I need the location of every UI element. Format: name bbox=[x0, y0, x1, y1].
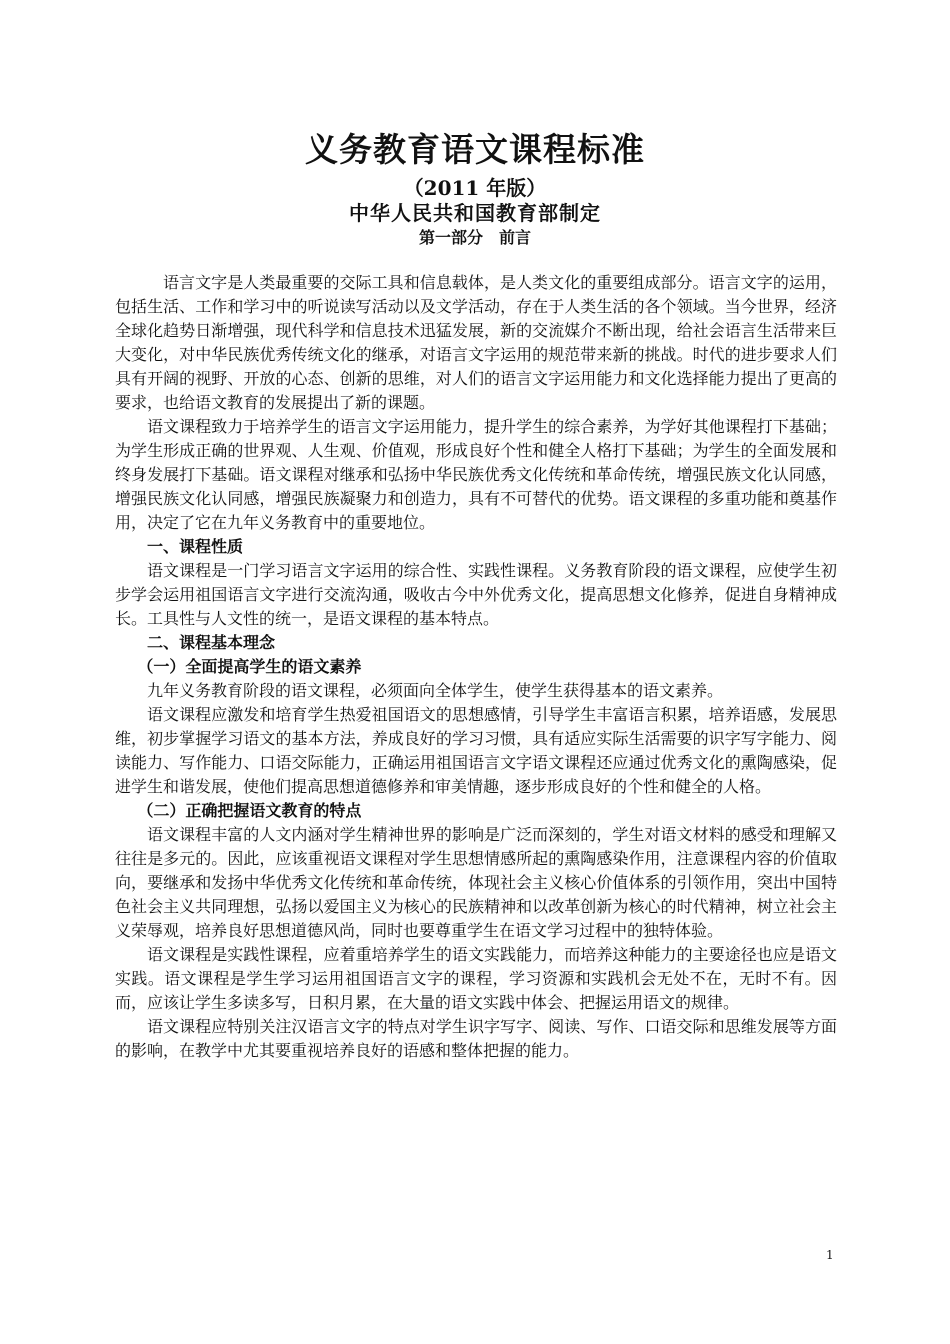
paragraph-nature: 语文课程是一门学习语言文字运用的综合性、实践性课程。义务教育阶段的语文课程，应使学生初步学会运用祖国语言文字进行交流沟通，吸收古今中外优秀文化，提高思想文化修养，促进自身精神成长。工具性与人文性的统一，是语文课程的基本特点。 bbox=[115, 561, 837, 628]
issuer-line: 中华人民共和国教育部制定 bbox=[349, 201, 601, 225]
subsection-heading-characteristics: （二）正确把握语文教育的特点 bbox=[137, 801, 362, 820]
page-number: 1 bbox=[826, 1248, 834, 1262]
paragraph-characteristics-1: 语文课程丰富的人文内涵对学生精神世界的影响是广泛而深刻的，学生对语文材料的感受和理解又往往是多元的。因此，应该重视语文课程对学生思想情感所起的熏陶感染作用，注意课程内容的价值取向，要继承和发扬中华优秀文化传统和革命传统，体现社会主义核心价值体系的引领作用，突出中国特色社会主义共同理想，弘扬以爱国主义为核心的民族精神和以改革创新为核心的时代精神，树立社会主义荣辱观，培养良好思想道德风尚，同时也要尊重学生在语文学习过程中的独特体验。 bbox=[115, 825, 837, 940]
section-heading-principles: 二、课程基本理念 bbox=[147, 633, 276, 652]
subsection-heading-literacy: （一）全面提高学生的语文素养 bbox=[137, 657, 362, 676]
paragraph-literacy-2: 语文课程应激发和培育学生热爱祖国语文的思想感情，引导学生丰富语言积累，培养语感，发展思维，初步掌握学习语文的基本方法，养成良好的学习习惯，具有适应实际生活需要的识字写字能力、阅读能力、写作能力、口语交际能力，正确运用祖国语言文字语文课程还应通过优秀文化的熏陶感染，促进学生和谐发展，使他们提高思想道德修养和审美情趣，逐步形成良好的个性和健全的人格。 bbox=[115, 705, 837, 796]
paragraph-intro-2: 语文课程致力于培养学生的语言文字运用能力，提升学生的综合素养，为学好其他课程打下基础；为学生形成正确的世界观、人生观、价值观，形成良好个性和健全人格打下基础；为学生的全面发展和终身发展打下基础。语文课程对继承和弘扬中华民族优秀文化传统和革命传统，增强民族文化认同感，增强民族文化认同感，增强民族凝聚力和创造力，具有不可替代的优势。语文课程的多重功能和奠基作用，决定了它在九年义务教育中的重要地位。 bbox=[115, 417, 837, 532]
paragraph-characteristics-2: 语文课程是实践性课程，应着重培养学生的语文实践能力，而培养这种能力的主要途径也应是语文实践。语文课程是学生学习运用祖国语言文字的课程，学习资源和实践机会无处不在，无时不有。因而，应该让学生多读多写，日积月累，在大量的语文实践中体会、把握运用语文的规律。 bbox=[115, 945, 837, 1012]
edition-label: （2011 年版） bbox=[403, 176, 547, 200]
part-heading: 第一部分 前言 bbox=[418, 228, 531, 247]
paragraph-literacy-1: 九年义务教育阶段的语文课程，必须面向全体学生，使学生获得基本的语文素养。 bbox=[147, 681, 724, 700]
paragraph-intro-1: 语言文字是人类最重要的交际工具和信息载体，是人类文化的重要组成部分。语言文字的运用，包括生活、工作和学习中的听说读写活动以及文学活动，存在于人类生活的各个领域。当今世界，经济全球化趋势日渐增强，现代科学和信息技术迅猛发展，新的交流媒介不断出现，给社会语言生活带来巨大变化，对中华民族优秀传统文化的继承，对语言文字运用的规范带来新的挑战。时代的进步要求人们具有开阔的视野、开放的心态、创新的思维，对人们的语言文字运用能力和文化选择能力提出了更高的要求，也给语文教育的发展提出了新的课题。 bbox=[115, 273, 837, 412]
document-body bbox=[115, 271, 837, 1063]
document-title: 义务教育语文课程标准 bbox=[305, 130, 645, 169]
section-heading-nature: 一、课程性质 bbox=[147, 537, 244, 556]
paragraph-characteristics-3: 语文课程应特别关注汉语言文字的特点对学生识字写字、阅读、写作、口语交际和思维发展等方面的影响，在教学中尤其要重视培养良好的语感和整体把握的能力。 bbox=[115, 1017, 837, 1060]
